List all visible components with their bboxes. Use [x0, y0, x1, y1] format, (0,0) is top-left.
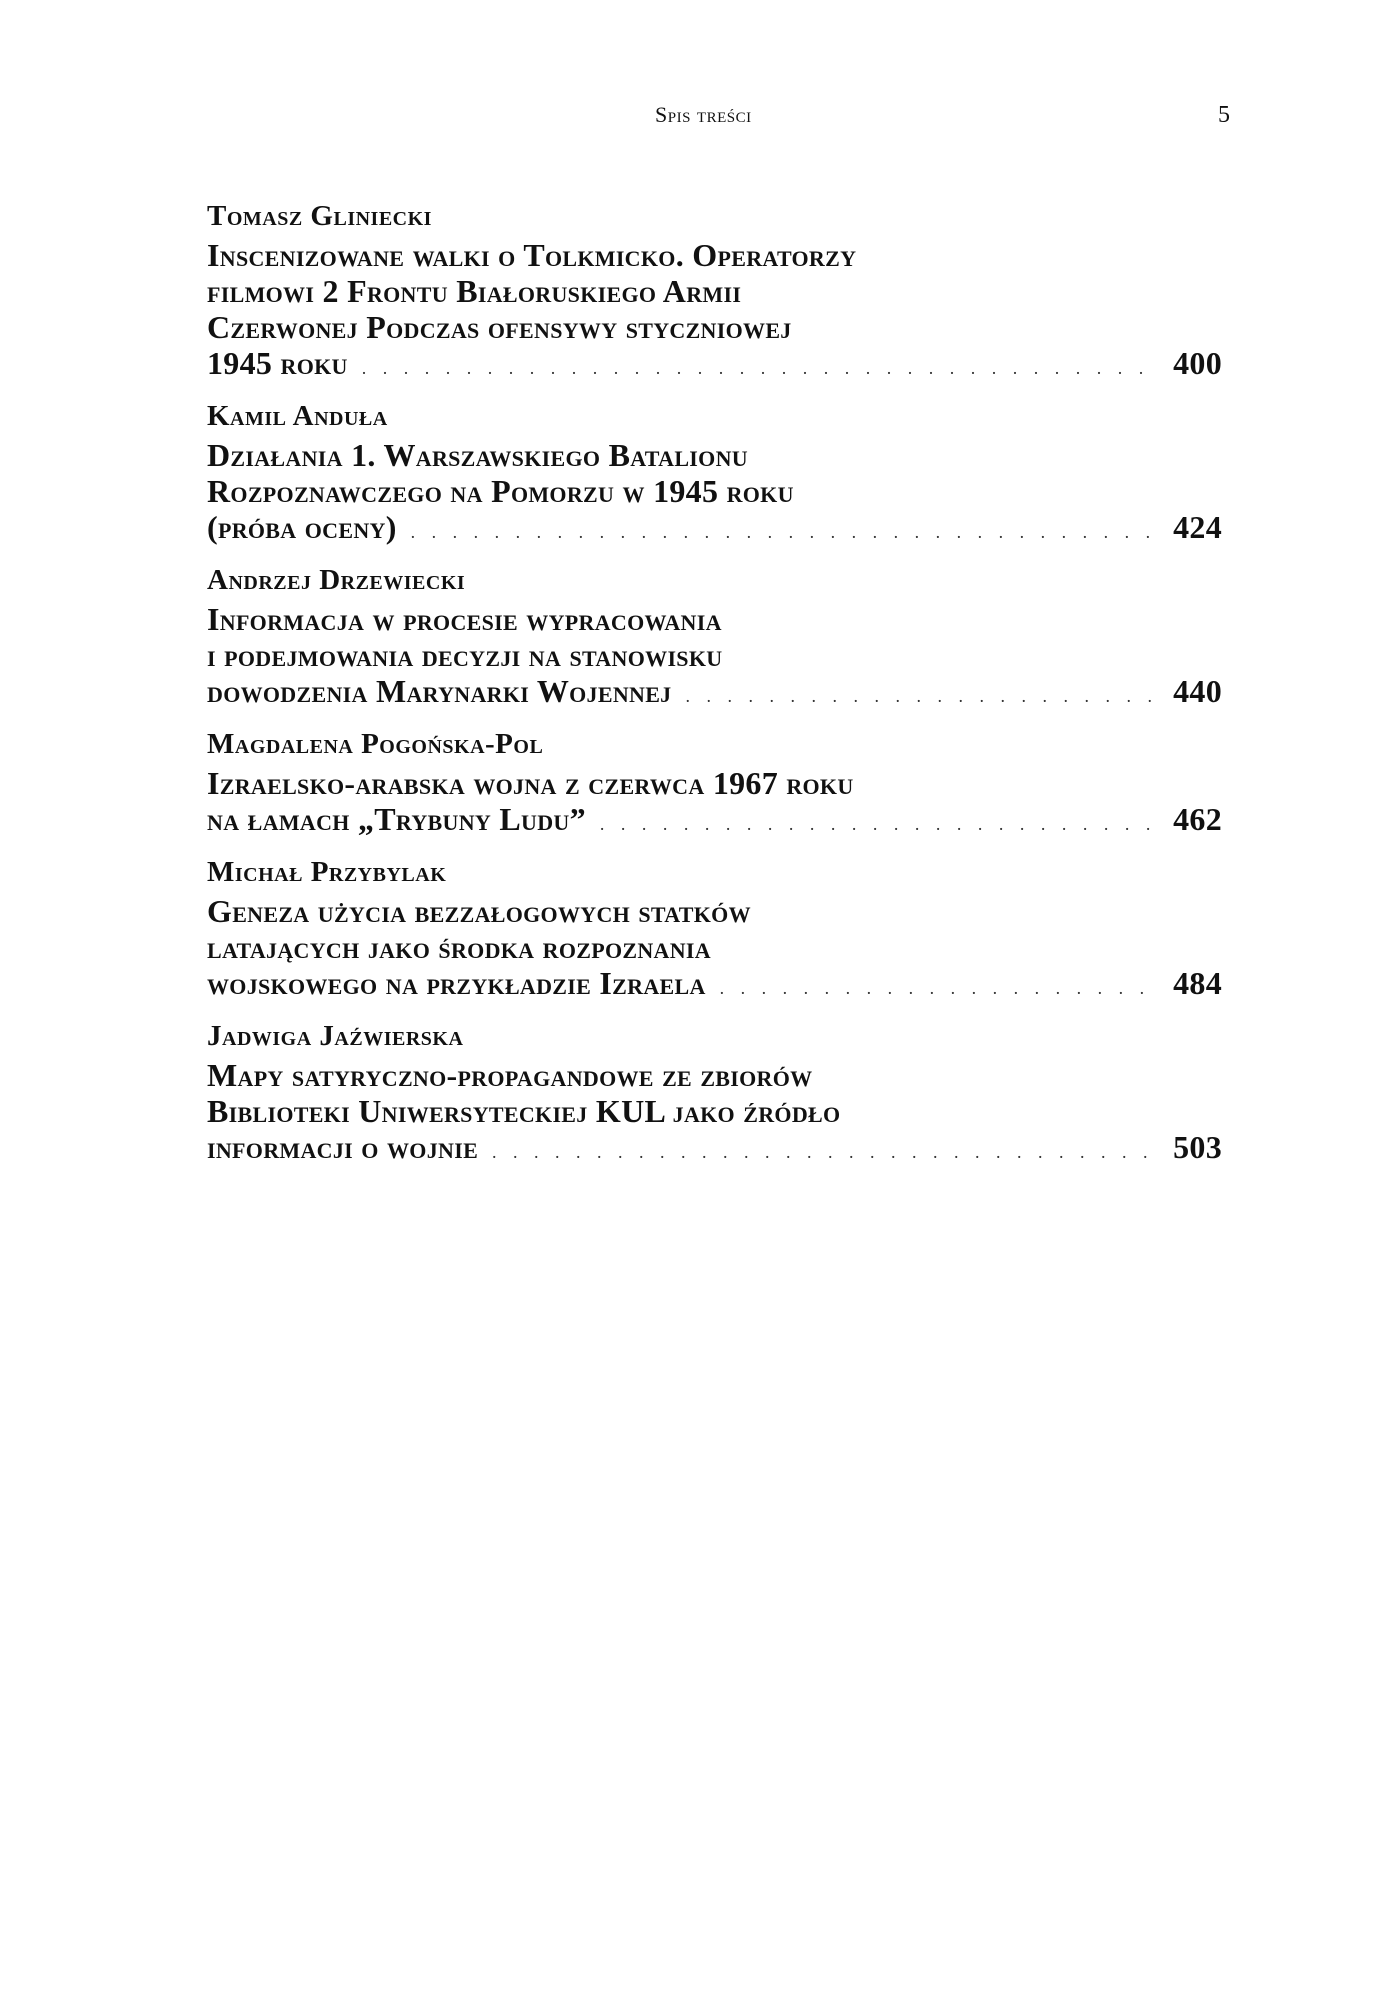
toc-title-line: Inscenizowane walki o Tolkmicko. Operatorzy — [207, 237, 857, 273]
toc-title-last-line — [207, 509, 1222, 550]
toc-page-number: 440 — [1173, 673, 1222, 709]
toc-page-number: 503 — [1173, 1129, 1222, 1165]
toc-title-line: wojskowego na przykładzie Izraela — [207, 965, 706, 1001]
toc-entry — [207, 400, 1222, 550]
dot-leader — [492, 1134, 1152, 1170]
toc-title-last-line — [207, 345, 1222, 386]
toc-page-number: 424 — [1173, 509, 1222, 545]
toc-title-line: Działania 1. Warszawskiego Batalionu — [207, 437, 748, 473]
toc-author: Jadwiga Jaźwierska — [207, 1020, 464, 1052]
toc-entry — [207, 728, 1222, 842]
toc-author: Tomasz Gliniecki — [207, 200, 432, 232]
toc-title-line: Mapy satyryczno-propagandowe ze zbiorów — [207, 1057, 813, 1093]
toc-page-number: 400 — [1173, 345, 1222, 381]
toc-title-line: na łamach „Trybuny Ludu” — [207, 801, 586, 837]
toc-author: Kamil Anduła — [207, 400, 388, 432]
toc-author: Michał Przybylak — [207, 856, 447, 888]
table-of-contents — [207, 200, 1222, 1184]
page-number: 5 — [1218, 102, 1230, 128]
toc-page-number: 484 — [1173, 965, 1222, 1001]
toc-title-line: i podejmowania decyzji na stanowisku — [207, 637, 723, 673]
toc-title-last-line — [207, 801, 1222, 842]
toc-title-line: filmowi 2 Frontu Białoruskiego Armii — [207, 273, 742, 309]
dot-leader — [362, 350, 1152, 386]
toc-entry — [207, 1020, 1222, 1170]
toc-title-line: Czerwonej Podczas ofensywy styczniowej — [207, 309, 792, 345]
toc-title-last-line — [207, 673, 1222, 714]
dot-leader — [600, 806, 1152, 842]
toc-title-line: Biblioteki Uniwersyteckiej KUL jako źródło — [207, 1093, 841, 1129]
toc-entry — [207, 856, 1222, 1006]
toc-title-line: Rozpoznawczego na Pomorzu w 1945 roku — [207, 473, 794, 509]
toc-title-line: latających jako środka rozpoznania — [207, 929, 711, 965]
toc-entry — [207, 200, 1222, 386]
toc-author: Magdalena Pogońska-Pol — [207, 728, 544, 760]
toc-title-line: informacji o wojnie — [207, 1129, 479, 1165]
toc-title-line: (próba oceny) — [207, 509, 397, 545]
dot-leader — [720, 970, 1152, 1006]
toc-title-line: dowodzenia Marynarki Wojennej — [207, 673, 672, 709]
toc-title-line: 1945 roku — [207, 345, 348, 381]
dot-leader — [411, 514, 1152, 550]
toc-title-last-line — [207, 1129, 1222, 1170]
dot-leader — [685, 678, 1152, 714]
toc-title-last-line — [207, 965, 1222, 1006]
toc-title-line: Izraelsko-arabska wojna z czerwca 1967 roku — [207, 765, 854, 801]
toc-author: Andrzej Drzewiecki — [207, 564, 466, 596]
toc-title-line: Informacja w procesie wypracowania — [207, 601, 722, 637]
toc-entry — [207, 564, 1222, 714]
toc-title-line: Geneza użycia bezzałogowych statków — [207, 893, 751, 929]
running-head: Spis treści — [655, 102, 752, 127]
toc-page-number: 462 — [1173, 801, 1222, 837]
